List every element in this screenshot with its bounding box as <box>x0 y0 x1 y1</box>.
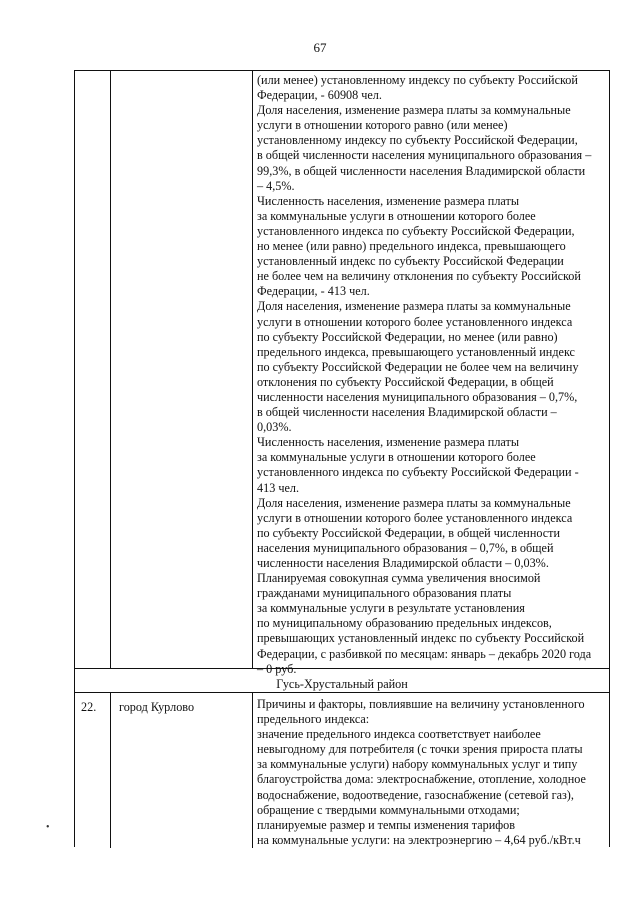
text-line: за коммунальные услуги) набору коммунальных услуг и типу <box>257 757 578 772</box>
text-line: по субъекту Российской Федерации, в общей численности <box>257 525 560 540</box>
text-line: – 4,5%. <box>257 178 295 193</box>
data-table <box>74 70 610 847</box>
column-divider-1-row22 <box>110 692 111 848</box>
row-locality: город Курлово <box>119 700 195 714</box>
text-line: услуги в отношении которого равно (или менее) <box>257 118 508 133</box>
row-number: 22. <box>81 700 97 714</box>
text-line: установленного индекса по субъекту Российской Федерации - <box>257 465 579 480</box>
text-line: – 0 руб. <box>257 661 297 676</box>
text-line: Федерации, с разбивкой по месяцам: январь – декабрь 2020 года <box>257 646 592 661</box>
text-line: Планируемая совокупная сумма увеличения вносимой <box>257 571 541 586</box>
column-divider-2 <box>252 71 253 669</box>
text-line: Численность населения, изменение размера платы <box>257 193 520 208</box>
text-line: за коммунальные услуги в отношении которого более <box>257 208 536 223</box>
text-line: Федерации, - 413 чел. <box>257 284 370 299</box>
text-line: обращение с твердыми коммунальными отходами; <box>257 802 520 817</box>
text-line: невыгодному для потребителя (с точки зрения прироста платы <box>257 742 583 757</box>
text-line: по муниципальному образованию предельных индексов, <box>257 616 552 631</box>
row-divider-bottom <box>75 692 609 693</box>
text-line: (или менее) установленному индексу по субъекту Российской <box>257 73 578 87</box>
text-line: предельного индекса: <box>257 712 370 727</box>
text-line: в общей численности населения Владимирской области – <box>257 405 557 420</box>
text-line: благоустройства дома: электроснабжение, отопление, холодное <box>257 772 586 787</box>
text-line: по субъекту Российской Федерации, но менее (или равно) <box>257 329 558 344</box>
text-line: 99,3%, в общей численности населения Владимирской области <box>257 163 586 178</box>
text-line: за коммунальные услуги в отношении которого более <box>257 450 536 465</box>
text-line: численности населения муниципального образования – 0,7%, <box>257 389 578 404</box>
text-line: не более чем на величину отклонения по субъекту Российской <box>257 269 581 284</box>
text-line: Доля населения, изменение размера платы за коммунальные <box>257 495 571 510</box>
text-line: Доля населения, изменение размера платы за коммунальные <box>257 103 571 118</box>
text-line: установленного индекса по субъекту Российской Федерации, <box>257 223 575 238</box>
margin-dot: • <box>46 822 50 833</box>
text-line: услуги в отношении которого более установленного индекса <box>257 314 573 329</box>
text-line: за коммунальные услуги в результате установления <box>257 601 525 616</box>
text-line: 413 чел. <box>257 480 299 495</box>
text-line: по субъекту Российской Федерации не более чем на величину <box>257 359 579 374</box>
text-line: услуги в отношении которого более установленного индекса <box>257 510 573 525</box>
district-heading: Гусь-Хрустальный район <box>276 677 408 691</box>
column-divider-2-row22 <box>252 692 253 848</box>
text-line: численности населения Владимирской области – 0,03%. <box>257 556 549 570</box>
text-line: значение предельного индекса соответствует наиболее <box>257 727 541 742</box>
text-line: предельного индекса, превышающего установленный индекс <box>257 344 575 359</box>
text-line: Причины и факторы, повлиявшие на величину установленного <box>257 697 585 711</box>
column-divider-1 <box>110 71 111 669</box>
text-line: водоснабжение, водоотведение, газоснабжение (сетевой газ), <box>257 787 574 802</box>
text-line: гражданами муниципального образования платы <box>257 586 512 601</box>
text-line: превышающих установленный индекс по субъекту Российской <box>257 631 585 646</box>
text-line: но менее (или равно) предельного индекса, превышающего <box>257 239 566 254</box>
text-line: отклонения по субъекту Российской Федерации, в общей <box>257 374 554 389</box>
text-line: установленный индекс по субъекту Российской Федерации <box>257 254 564 269</box>
text-line: 0,03%. <box>257 420 292 435</box>
text-line: планируемые размер и темпы изменения тарифов <box>257 817 516 832</box>
continuation-cell-text <box>257 73 591 677</box>
text-line: Численность населения, изменение размера платы <box>257 435 520 450</box>
text-line: населения муниципального образования – 0,7%, в общей <box>257 540 554 555</box>
text-line: в общей численности населения муниципального образования – <box>257 148 592 163</box>
row-description-text <box>257 697 586 848</box>
text-line: Федерации, - 60908 чел. <box>257 88 382 103</box>
text-line: на коммунальные услуги: на электроэнергию – 4,64 руб./кВт.ч <box>257 832 581 847</box>
page-number: 67 <box>313 40 327 55</box>
text-line: установленному индексу по субъекту Российской Федерации, <box>257 133 578 148</box>
text-line: Доля населения, изменение размера платы за коммунальные <box>257 299 571 314</box>
